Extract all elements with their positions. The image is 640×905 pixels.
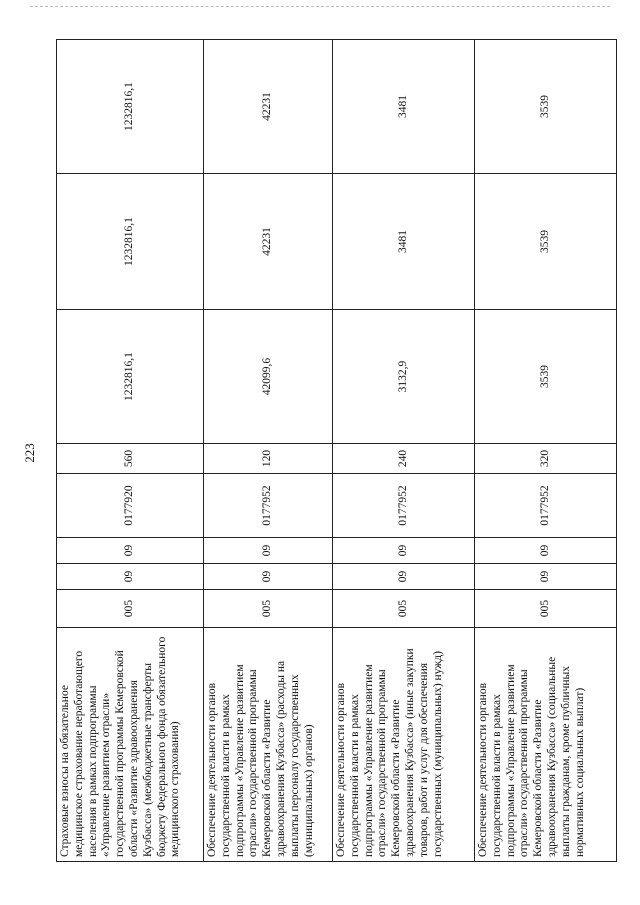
row-description: Обеспечение деятельности органов государственной власти в рамках подпрограммы «Управление развитием отрасли» государственной программы Кемеровской области «Развитие здравоохранения Кузбасса» (социальные выплаты гражданам, кроме публичных нормативных социальных выплат) bbox=[475, 628, 617, 862]
scan-edge-line bbox=[30, 6, 610, 7]
expense-type-code: 560 bbox=[57, 444, 204, 474]
table-row bbox=[475, 40, 617, 862]
subsection-code: 09 bbox=[204, 538, 333, 564]
table-row bbox=[57, 40, 204, 862]
section-code: 09 bbox=[475, 564, 617, 590]
ministry-code: 005 bbox=[475, 590, 617, 628]
amount-year-3: 3539 bbox=[475, 40, 617, 174]
amount-year-2: 3481 bbox=[333, 174, 475, 310]
amount-year-3: 1232816,1 bbox=[57, 40, 204, 174]
amount-year-1: 3132,9 bbox=[333, 310, 475, 444]
section-code: 09 bbox=[57, 564, 204, 590]
table-row bbox=[333, 40, 475, 862]
target-article-code: 0177952 bbox=[333, 474, 475, 538]
row-description: Обеспечение деятельности органов государственной власти в рамках подпрограммы «Управление развитием отрасли» государственной программы Кемеровской области «Развитие здравоохранения Кузбасса» (расходы на выплаты персоналу государственных (муниципальных) органов) bbox=[204, 628, 333, 862]
budget-table bbox=[56, 39, 617, 862]
target-article-code: 0177952 bbox=[475, 474, 617, 538]
amount-year-2: 42231 bbox=[204, 174, 333, 310]
expense-type-code: 120 bbox=[204, 444, 333, 474]
amount-year-1: 42099,6 bbox=[204, 310, 333, 444]
expense-type-code: 240 bbox=[333, 444, 475, 474]
target-article-code: 0177952 bbox=[204, 474, 333, 538]
amount-year-3: 42231 bbox=[204, 40, 333, 174]
section-code: 09 bbox=[204, 564, 333, 590]
amount-year-1: 1232816,1 bbox=[57, 310, 204, 444]
row-description: Страховые взносы на обязательное медицинское страхование неработающего населения в рамках подпрограммы «Управление развитием отрасли» государственной программы Кемеровской области «Развитие здравоохранения Кузбасса» (межбюджетные трансферты бюджету Федерального фонда обязательного медицинского страхования) bbox=[57, 628, 204, 862]
amount-year-3: 3481 bbox=[333, 40, 475, 174]
amount-year-2: 1232816,1 bbox=[57, 174, 204, 310]
row-description: Обеспечение деятельности органов государственной власти в рамках подпрограммы «Управление развитием отрасли» государственной программы Кемеровской области «Развитие здравоохранения Кузбасса» (иные закупки товаров, работ и услуг для обеспечения государственных (муниципальных) нужд) bbox=[333, 628, 475, 862]
budget-table-frame bbox=[56, 40, 616, 862]
page-number bbox=[20, 438, 40, 468]
ministry-code: 005 bbox=[57, 590, 204, 628]
subsection-code: 09 bbox=[333, 538, 475, 564]
rotated-table-container bbox=[56, 40, 616, 862]
section-code: 09 bbox=[333, 564, 475, 590]
subsection-code: 09 bbox=[57, 538, 204, 564]
amount-year-2: 3539 bbox=[475, 174, 617, 310]
amount-year-1: 3539 bbox=[475, 310, 617, 444]
target-article-code: 0177920 bbox=[57, 474, 204, 538]
subsection-code: 09 bbox=[475, 538, 617, 564]
page-number-text: 223 bbox=[22, 443, 37, 463]
ministry-code: 005 bbox=[204, 590, 333, 628]
expense-type-code: 320 bbox=[475, 444, 617, 474]
table-row bbox=[204, 40, 333, 862]
ministry-code: 005 bbox=[333, 590, 475, 628]
